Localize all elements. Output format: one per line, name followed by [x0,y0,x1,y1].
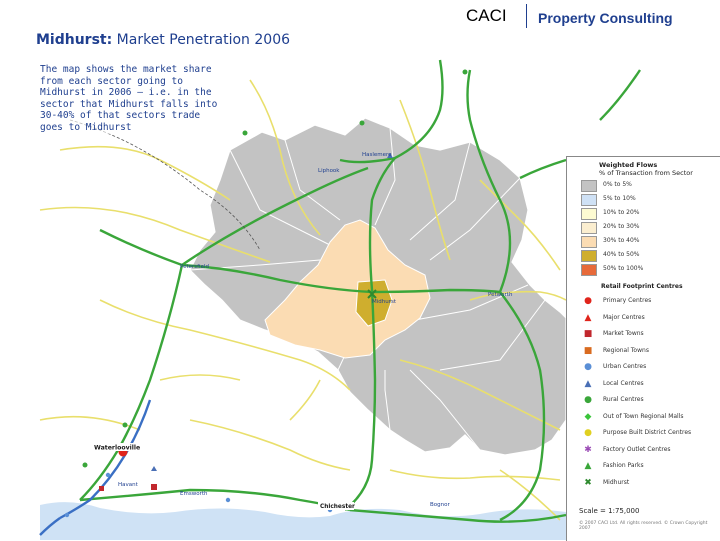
legend-title [599,161,693,177]
town-label: Waterlooville [94,444,141,452]
legend-centre-row [575,378,720,392]
legend-centre-label: Factory Outlet Centres [603,445,671,453]
cross-icon: ✖ [584,477,592,488]
legend-swatch [581,250,597,262]
legend-band-label: 5% to 10% [603,195,636,202]
legend-centre-label: Major Centres [603,313,645,321]
legend-centre-row [575,411,720,425]
diamond-icon: ◆ [584,411,592,422]
town-label: Petersfield [180,264,210,270]
legend-centre-row [575,477,720,491]
rural-centre-marker [360,121,365,126]
scale-label: Scale = 1:75,000 [579,507,640,515]
rural-centre-marker [83,463,88,468]
town-label: Chichester [320,504,355,510]
legend-band-row [575,179,720,193]
title-place: Midhurst: [36,32,113,48]
legend-swatch [581,208,597,220]
map-description: The map shows the market share from each sector going to Midhurst in 2006 – i.e. in the sector that Midhurst falls into 30-40% of that sectors trade goes to Midhurst [40,64,220,134]
legend-swatch [581,222,597,234]
legend-centre-label: Out of Town Regional Malls [603,412,684,420]
local-centre-marker [151,466,157,471]
legend-centre-row [575,328,720,342]
header [0,0,720,58]
town-label: Petworth [488,292,513,298]
square-icon: ■ [583,329,593,339]
brand-divider [526,4,527,28]
brand-logo: CACI [466,6,507,25]
legend-band-label: 40% to 50% [603,251,640,258]
star-icon: ✱ [584,444,592,455]
circle-icon: ● [584,395,592,405]
triangle-icon: ▲ [584,312,592,323]
circle-icon: ● [584,296,592,306]
legend-subheading: % of Transaction from Sector [599,169,693,177]
legend-band-row [575,221,720,235]
page-title [36,32,290,48]
legend-band-label: 30% to 40% [603,237,640,244]
urban-centre-marker [106,473,110,477]
town-label: Haslemere [362,152,392,158]
town-label: Emsworth [180,491,208,497]
legend-centre-label: Primary Centres [603,297,652,304]
legend-band-label: 10% to 20% [603,209,640,216]
legend-band-label: 50% to 100% [603,265,644,272]
triangle-icon: ▲ [584,461,592,471]
legend-swatch [581,264,597,276]
legend-centre-row [575,444,720,458]
legend-swatch [581,236,597,248]
rural-centre-marker [243,131,248,136]
copyright-text: © 2007 CACI Ltd. All rights reserved. © Crown Copyright 2007 [579,521,708,531]
legend-centre-label: Rural Centres [603,396,644,403]
legend-band-row [575,207,720,221]
legend-centre-label: Urban Centres [603,363,647,370]
legend-band-row [575,263,720,277]
rural-centre-marker [463,70,468,75]
legend-band-label: 20% to 30% [603,223,640,230]
town-label: Midhurst [372,299,397,305]
legend-section-title: Retail Footprint Centres [601,283,683,290]
rural-centre-marker [123,423,128,428]
legend-centre-label: Market Towns [603,330,644,337]
legend-band-row [575,249,720,263]
legend-swatch [581,194,597,206]
legend-centre-label: Purpose Built District Centres [603,429,692,436]
title-text: Market Penetration 2006 [112,32,291,48]
legend-centre-row [575,394,720,408]
legend-centre-row [575,345,720,359]
legend [566,156,720,541]
circle-icon: ● [584,362,592,372]
urban-centre-marker [65,513,69,517]
legend-centre-label: Midhurst [603,478,630,486]
triangle-icon: ▲ [584,378,592,389]
legend-centre-label: Local Centres [603,379,644,387]
square-icon: ■ [583,345,593,356]
town-label: Bognor [430,502,450,508]
legend-band-row [575,235,720,249]
legend-centre-label: Regional Towns [603,346,649,354]
circle-icon: ● [584,428,592,438]
legend-band-row [575,193,720,207]
brand-subtitle: Property Consulting [538,10,673,26]
legend-centre-row [575,427,720,441]
market-town-marker [151,484,157,490]
urban-centre-marker [226,498,230,502]
legend-centre-row [575,361,720,375]
legend-swatch [581,180,597,192]
legend-centre-row [575,460,720,474]
town-label: Liphook [318,168,340,174]
town-label: Havant [118,482,138,488]
market-town-marker [99,486,104,491]
legend-heading: Weighted Flows [599,161,658,169]
legend-centre-label: Fashion Parks [603,462,644,469]
legend-centre-row [575,295,720,309]
legend-band-label: 0% to 5% [603,181,632,188]
legend-centre-row [575,312,720,326]
